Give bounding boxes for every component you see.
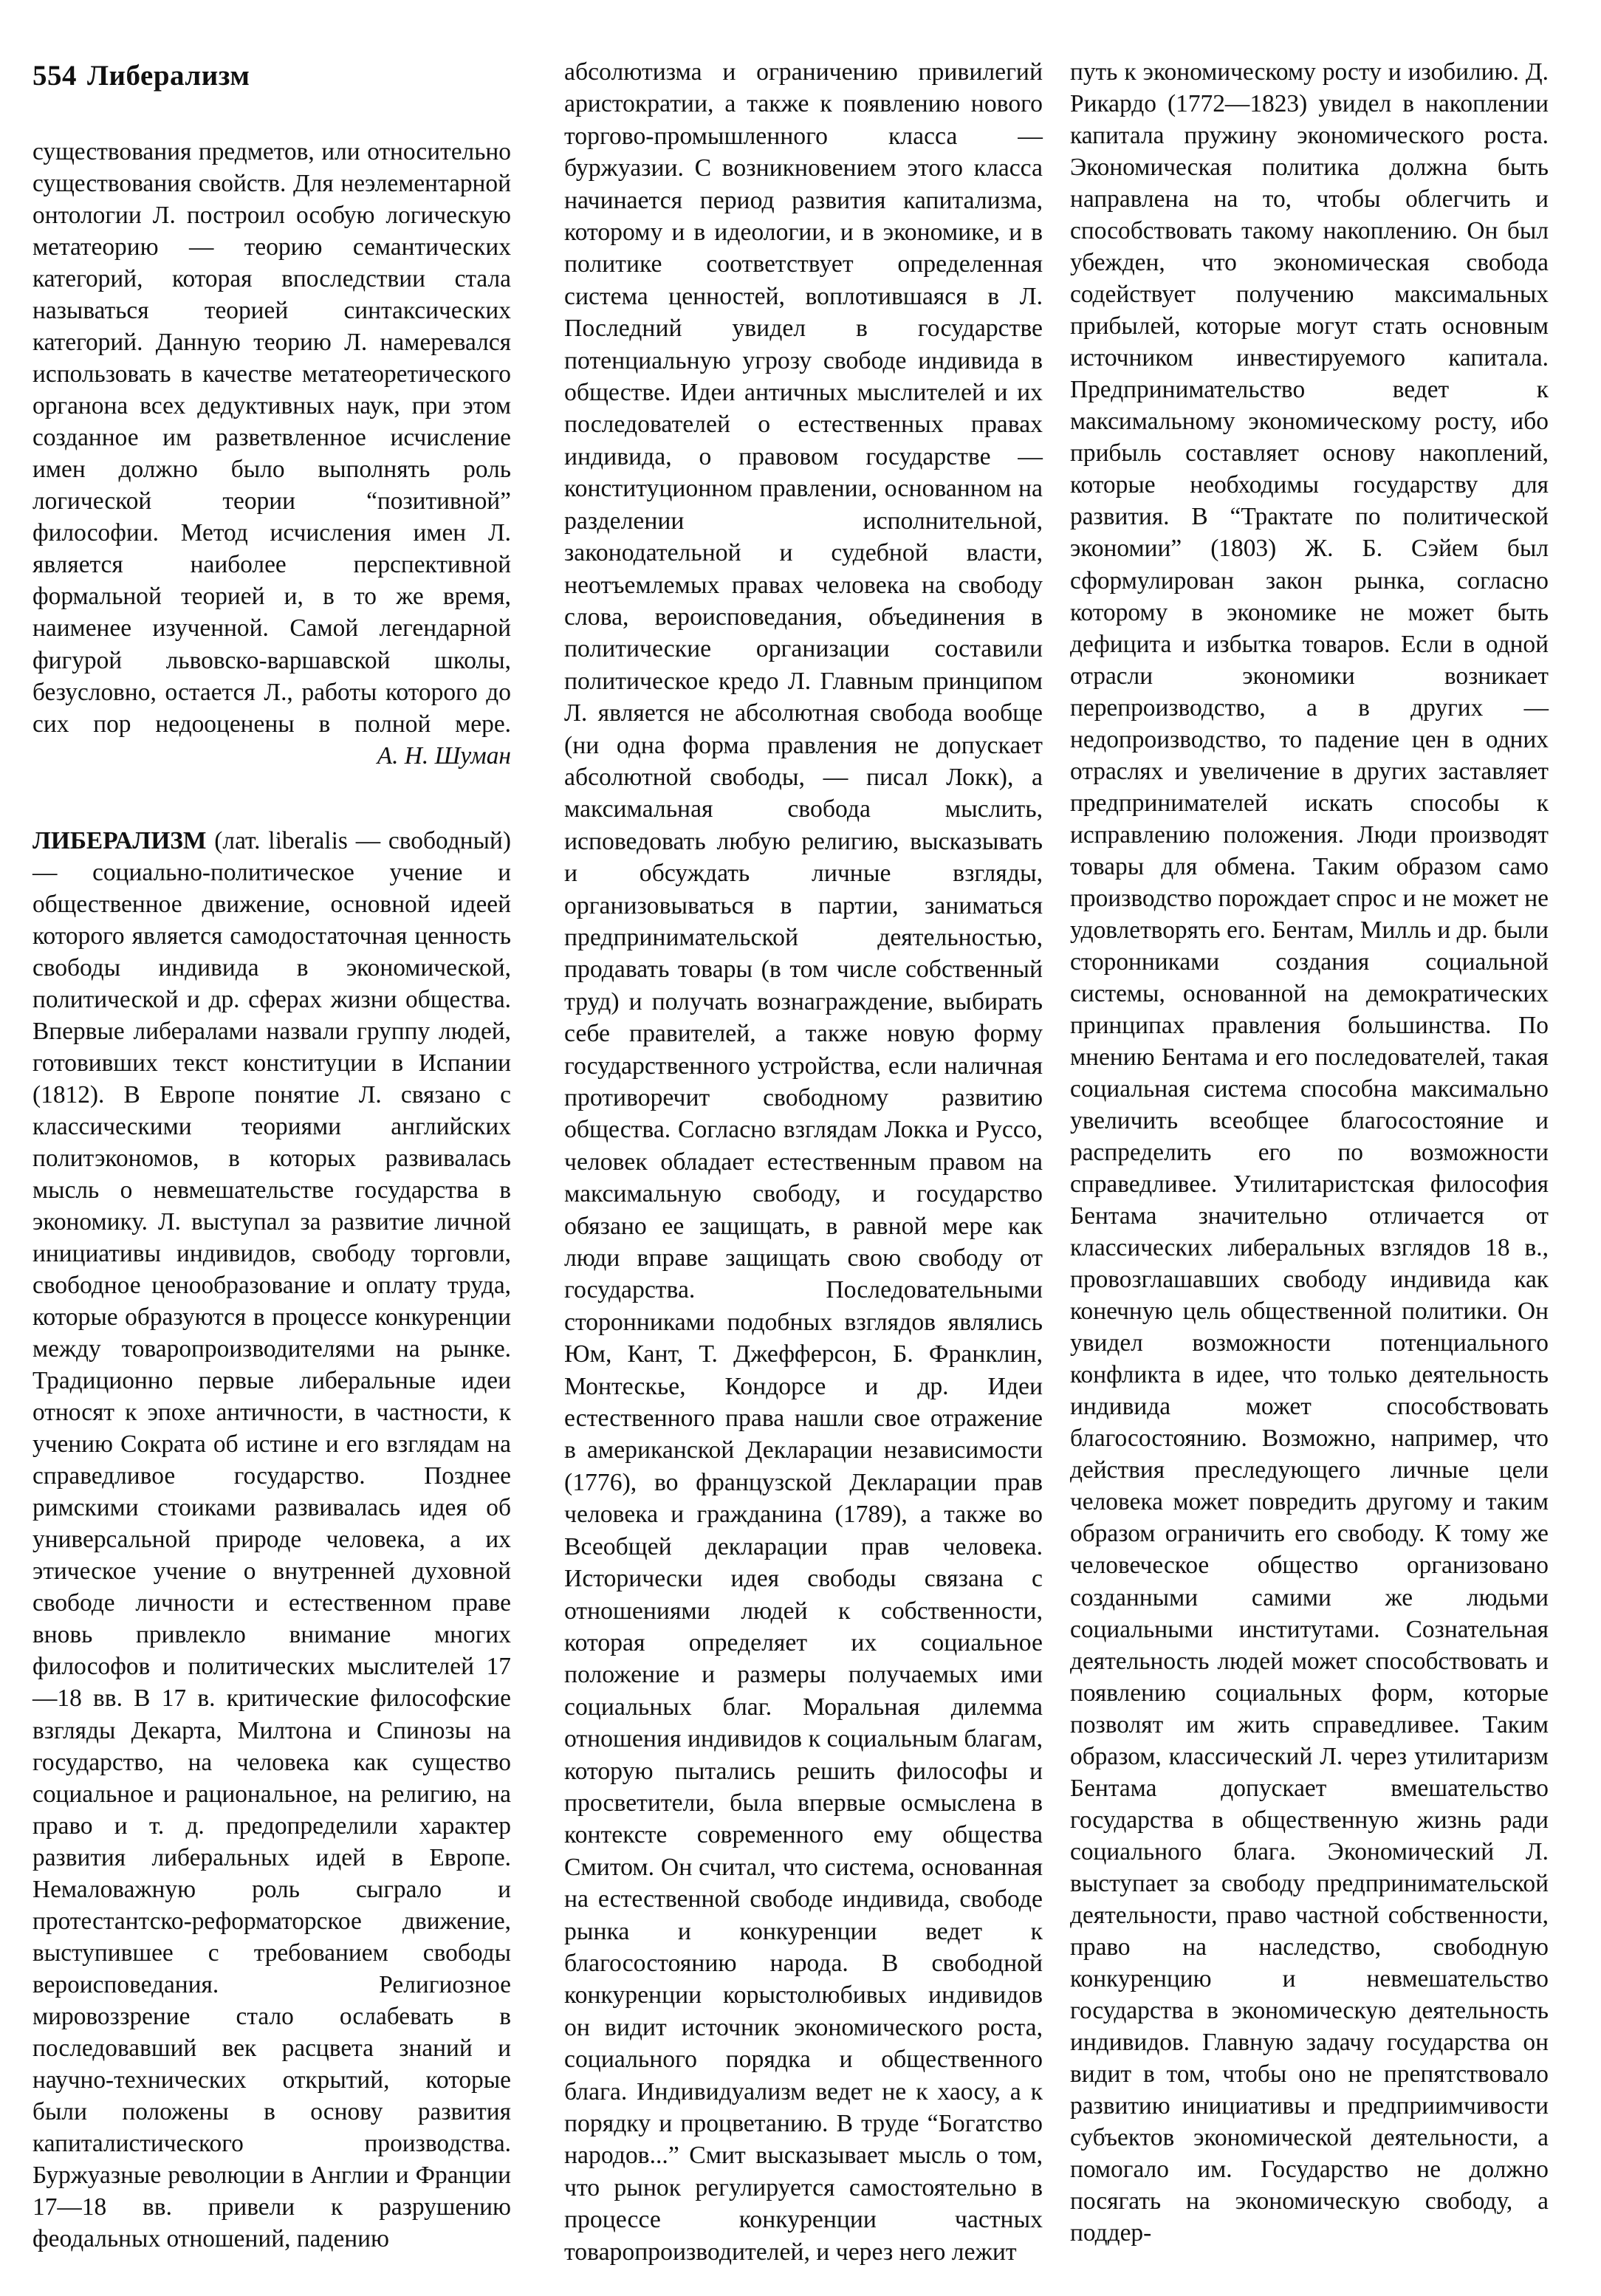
running-header (32, 59, 250, 92)
page-number: 554 (32, 60, 77, 92)
column-3 (1070, 56, 1549, 2249)
article-intro (32, 825, 511, 2255)
prev-article-author: А. Н. Шуман (377, 741, 511, 770)
column-2 (564, 56, 1043, 2268)
prev-article-text: существования предметов, или относительно существования свойств. Для неэлементарной онтологии Л. построил особую логическую метатеорию — теорию семантических категорий, которая впоследствии стала называться теорией синтаксических категорий. Данную теорию Л. намеревался использовать в качестве метатеоретического органона всех дедуктивных наук, при этом созданное им разветвленное исчисление имен должно было выполнять роль логической теории “позитивной” философии. Метод исчисления имен Л. является наиболее перспективной формальной теорией и, в то же время, наименее изученной. Самой легендарной фигурой львовско-варшавской школы, безусловно, остается Л., работы которого до сих пор недооценены в полной мере. (32, 138, 511, 738)
column-1 (32, 136, 511, 2255)
article-col3-text: путь к экономическому росту и изобилию. Д. Рикардо (1772—1823) увидел в накоплении капитала пружину экономического роста. Экономическая политика должна быть направлена на то, чтобы облегчить и способствовать такому накоплению. Он был убежден, что экономическая свобода содействует получению максимальных прибылей, которые могут стать основным источником инвестируемого капитала. Предпринимательство ведет к максимальному экономическому росту, ибо прибыль составляет основу накоплений, которые необходимы государству для развития. В “Трактате по политической экономии” (1803) Ж. Б. Сэйем был сформулирован закон рынка, согласно которому в экономике не может быть дефицита и избытка товаров. Если в одной отрасли экономики возникает перепроизводство, а в других — недопроизводство, то падение цен в одних отраслях и увеличение в других заставляет предпринимателей искать способы к исправлению положения. Люди производят товары для обмена. Таким образом само производство порождает спрос и не может не удовлетворять его. Бентам, Милль и др. были сторонниками создания социальной системы, основанной на демократических принципах правления большинства. По мнению Бентама и его последователей, такая социальная система способна максимально увеличить всеобщее благосостояние и распределить его по возможности справедливее. Утилитаристская философия Бентама значительно отличается от классических либеральных взглядов 18 в., провозглашавших свободу индивида как конечную цель общественной политики. Он увидел возможности потенциального конфликта в идее, что только деятельность индивида может способствовать благосостоянию. Возможно, например, что действия преследующего личные цели человека может повредить другому и таким образом ограничить его свободу. К тому же человеческое общество организовано созданными самими же людьми социальными институтами. Сознательная деятельность людей может способствовать и появлению социальных форм, которые позволят им жить справедливее. Таким образом, классический Л. через утилитаризм Бентама допускает вмешательство государства в общественную жизнь ради социального блага. Экономический Л. выступает за свободу предпринимательской деятельности, право частной собственности, право на наследство, свободную конкуренцию и невмешательство государства в экономическую деятельность индивидов. Главную задачу государства он видит в том, чтобы оно не препятствовало развитию инициативы и предприимчивости субъектов экономической деятельности, а помогало им. Государство не должно посягать на экономическую свободу, а поддер- (1070, 58, 1549, 2247)
section-title: Либерализм (87, 60, 250, 92)
article-col1-text: (лат. liberalis — свободный) — социально-политическое учение и общественное движение, основной идеей которого является самодостаточная ценность свободы индивида в экономической, политической и др. сферах жизни общества. Впервые либералами назвали группу людей, готовивших текст конституции в Испании (1812). В Европе понятие Л. связано с классическими теориями английских политэкономов, в которых развивалась мысль о невмешательстве государства в экономику. Л. выступал за развитие личной инициативы индивидов, свободу торговли, свободное ценообразование и оплату труда, которые образуются в процессе конкуренции между товаропроизводителями на рынке. Традиционно первые либеральные идеи относят к эпохе античности, в частности, к учению Сократа об истине и его взглядам на справедливое государство. Позднее римскими стоиками развивалась идея об универсальной природе человека, а их этическое учение о внутренней духовной свободе личности и естественном праве вновь привлекло внимание многих философов и политических мыслителей 17—18 вв. В 17 в. критические философские взгляды Декарта, Милтона и Спинозы на государство, на человека как существо социальное и рациональное, на религию, на право и т. д. предопределили характер развития либеральных идей в Европе. Немаловажную роль сыграло и протестантско-реформаторское движение, выступившее с требованием свободы вероисповедания. Религиозное мировоззрение стало ослабевать в последовавший век расцвета знаний и научно-технических открытий, которые были положены в основу развития капиталистического производства. Буржуазные революции в Англии и Франции 17—18 вв. привели к разрушению феодальных отношений, падению (32, 826, 511, 2252)
article-term: ЛИБЕРАЛИЗМ (32, 826, 207, 854)
article-col2-text: абсолютизма и ограничению привилегий аристократии, а также к появлению нового торгово-промышленного класса — буржуазии. С возникновением этого класса начинается период развития капитализма, которому и в идеологии, и в экономике, и в политике соответствует определенная система ценностей, воплотившаяся в Л. Последний увидел в государстве потенциальную угрозу свободе индивида в обществе. Идеи античных мыслителей и их последователей о естественных правах индивида, о правовом государстве — конституционном правлении, основанном на разделении исполнительной, законодательной и судебной власти, неотъемлемых правах человека на свободу слова, вероисповедания, объединения в политические организации составили политическое кредо Л. Главным принципом Л. является не абсолютная свобода вообще (ни одна форма правления не допускает абсолютной свободы, — писал Локк), а максимальная свобода мыслить, исповедовать любую религию, высказывать и обсуждать личные взгляды, организовываться в партии, заниматься предпринимательской деятельностью, продавать товары (в том числе собственный труд) и получать вознаграждение, выбирать себе правителей, а также новую форму государственного устройства, если наличная противоречит свободному развитию общества. Согласно взглядам Локка и Руссо, человек обладает естественным правом на максимальную свободу, и государство обязано ее защищать, в равной мере как люди вправе защищать свою свободу от государства. Последовательными сторонниками подобных взглядов являлись Юм, Кант, Т. Джефферсон, Б. Франклин, Монтескье, Кондорсе и др. Идеи естественного права нашли свое отражение в американской Декларации независимости (1776), во французской Декларации прав человека и гражданина (1789), а также во Всеобщей декларации прав человека. Исторически идея свободы связана с отношениями людей к собственности, которая определяет их социальное положение и размеры получаемых ими социальных благ. Моральная дилемма отношения индивидов к социальным благам, которую пытались решить философы и просветители, была впервые осмыслена в контексте современного ему общества Смитом. Он считал, что система, основанная на естественной свободе индивида, свободе рынка и конкуренции ведет к благосостоянию народа. В свободной конкуренции корыстолюбивых индивидов он видит источник экономического роста, социального порядка и общественного блага. Индивидуализм ведет не к хаосу, а к порядку и процветанию. В труде “Богатство народов...” Смит высказывает мысль о том, что рынок регулируется самостоятельно в процессе конкуренции частных товаропроизводителей, и через него лежит (564, 58, 1043, 2266)
